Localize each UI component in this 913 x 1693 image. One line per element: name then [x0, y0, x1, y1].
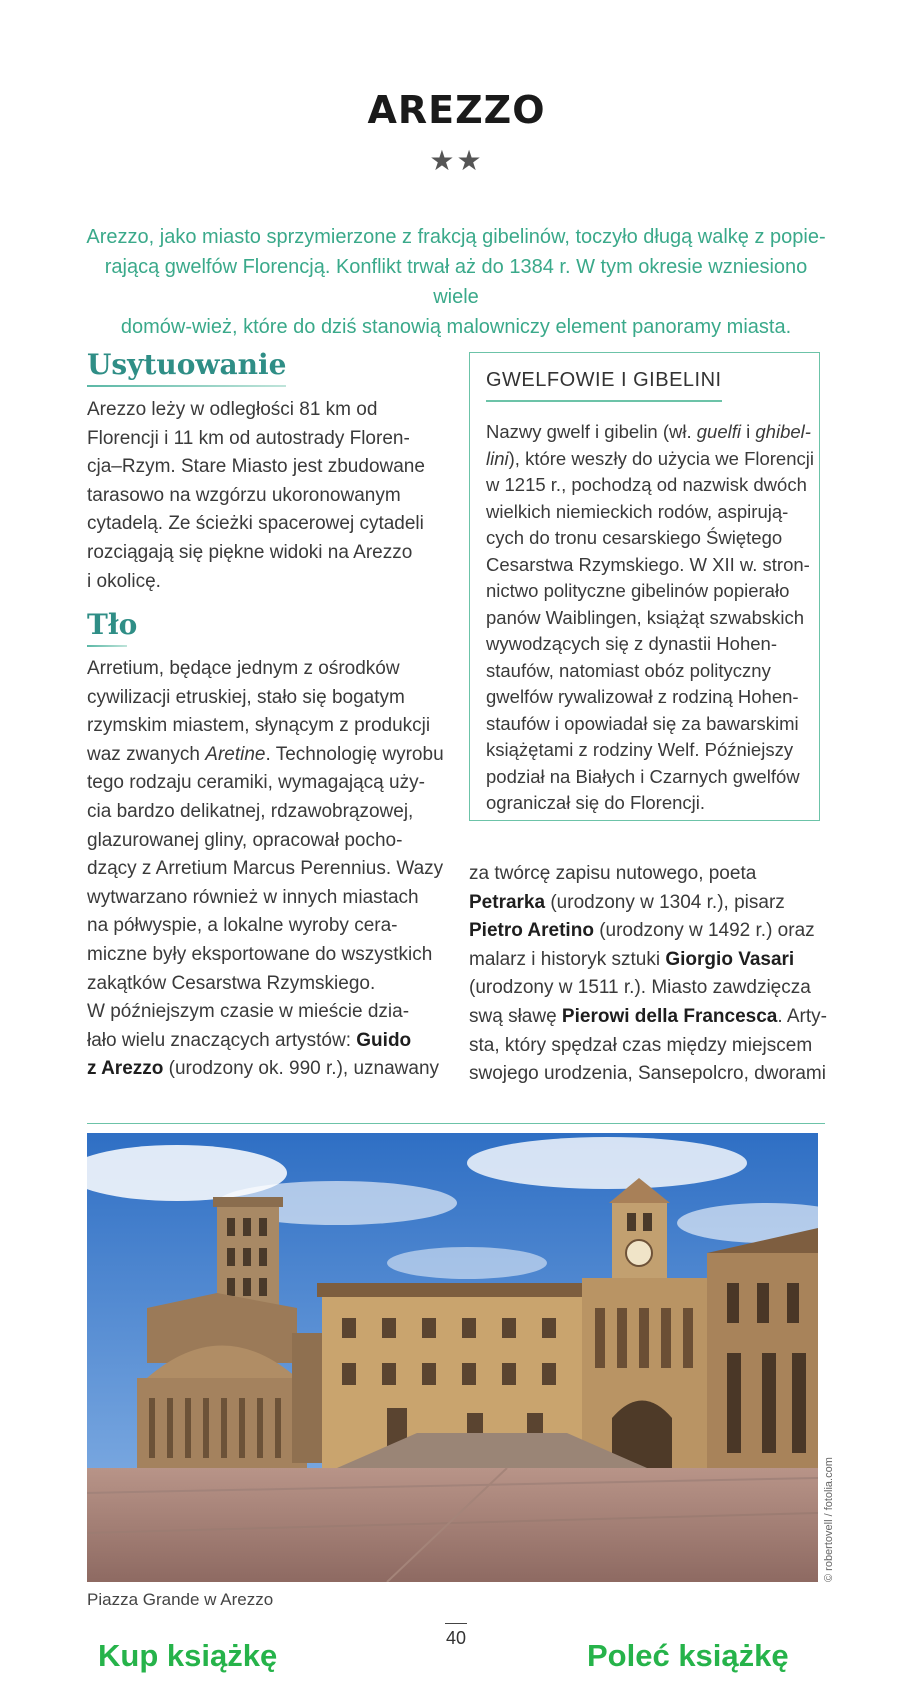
text-run: (urodzony w 1492 r.) oraz	[593, 920, 815, 942]
text-line: miczne były eksportowane do wszystkich	[87, 943, 433, 965]
tlo-text	[87, 655, 444, 1084]
sidebar-title-rule	[486, 400, 722, 402]
photo-credit: © robertovell / fotolia.com	[823, 1457, 835, 1582]
page-number-rule	[445, 1623, 467, 1624]
intro-paragraph	[86, 222, 826, 342]
text-line: tego rodzaju ceramiki, wymagającą uży-	[87, 772, 425, 794]
text-line: wytwarzano również w innych miastach	[87, 886, 419, 908]
text-line: tarasowo na wzgórzu ukoronowanym	[87, 484, 401, 506]
text-line: ograniczał się do Florencji.	[486, 792, 706, 813]
text-line	[87, 741, 444, 770]
text-line: dzący z Arretium Marcus Perennius. Wazy	[87, 858, 444, 880]
page-title: AREZZO	[367, 88, 546, 132]
heading-underline	[87, 385, 286, 387]
text-line: cja–Rzym. Stare Miasto jest zbudowane	[87, 456, 425, 478]
continuation-text	[469, 860, 829, 1089]
text-line	[469, 946, 829, 975]
text-line: wielkich niemieckich rodów, aspirują-	[486, 500, 789, 522]
text-line	[469, 917, 829, 946]
text-line	[486, 446, 814, 473]
text-line	[469, 1003, 829, 1032]
text-run: . Technologię wyrobu	[265, 743, 444, 765]
piazza-grande-photo	[87, 1133, 818, 1582]
photo-top-rule	[87, 1123, 825, 1124]
text-run: (urodzony w 1304 r.), pisarz	[545, 891, 785, 913]
heading-tlo	[87, 608, 137, 647]
text-line: cywilizacji etruskiej, stało się bogatym	[87, 686, 405, 708]
text-line: Arretium, będące jednym z ośrodków	[87, 658, 400, 679]
text-line: wywodzących się z dynastii Hohen-	[486, 633, 777, 654]
italic-term: Aretine	[205, 743, 266, 765]
text-line: zakątków Cesarstwa Rzymskiego.	[87, 972, 376, 994]
text-line: staufów, natomiast obóz polityczny	[486, 659, 771, 681]
page-number: 40	[445, 1628, 467, 1648]
text-line: podział na Białych i Czarnych gwelfów	[486, 765, 800, 787]
text-run: Nazwy gwelf i gibelin (wł.	[486, 421, 697, 442]
recommend-book-link[interactable]: Poleć książkę	[587, 1638, 789, 1673]
sidebar-box	[469, 352, 820, 821]
italic-term: ghibel-	[755, 421, 811, 442]
usytuowanie-text	[87, 396, 427, 596]
text-run: . Arty-	[777, 1005, 827, 1027]
bold-name: Guido	[356, 1029, 412, 1051]
text-line	[469, 889, 829, 918]
text-line: W późniejszym czasie w mieście dzia-	[87, 1001, 410, 1023]
text-line: Cesarstwa Rzymskiego. W XII w. stron-	[486, 553, 810, 575]
text-line: i okolicę.	[87, 570, 161, 592]
text-run: waz zwanych	[87, 743, 206, 765]
text-line: książętami z rodziny Welf. Późniejszy	[486, 739, 794, 760]
italic-term: lini	[486, 447, 509, 469]
text-run: malarz i historyk sztuki	[469, 948, 666, 970]
text-line: w 1215 r., pochodzą od nazwisk dwóch	[486, 474, 807, 495]
text-line	[486, 419, 811, 446]
text-line: na półwyspie, a lokalne wyroby cera-	[87, 915, 398, 937]
text-line: sta, który spędzał czas między miejscem	[469, 1034, 813, 1056]
text-line: nictwo polityczne gibelinów popierało	[486, 580, 790, 601]
italic-term: guelfi	[696, 421, 741, 442]
text-line: cych do tronu cesarskiego Świętego	[486, 527, 783, 548]
photo-caption: Piazza Grande w Arezzo	[87, 1590, 274, 1609]
text-line	[87, 1027, 427, 1056]
sidebar-title: GWELFOWIE I GIBELINI	[486, 369, 722, 391]
intro-line: domów-wież, które do dziś stanowią malowniczy element panoramy miasta.	[120, 316, 792, 338]
bold-name: Pierowi della Francesca	[561, 1005, 778, 1027]
text-line: panów Waiblingen, książąt szwabskich	[486, 606, 805, 628]
heading-text: Tło	[87, 608, 138, 641]
text-run: ), które weszły do użycia we Florencji	[508, 447, 814, 469]
text-line: glazurowanej gliny, opracował pocho-	[87, 829, 403, 851]
text-line: za twórcę zapisu nutowego, poeta	[469, 863, 757, 884]
text-line: Florencji i 11 km od autostrady Floren-	[87, 427, 410, 449]
bold-name: Pietro Aretino	[469, 920, 594, 942]
text-line: rzymskim miastem, słynącym z produkcji	[87, 715, 431, 737]
text-line: rozciągają się piękne widoki na Arezzo	[87, 541, 413, 563]
text-run: i	[741, 421, 756, 442]
buy-book-link[interactable]: Kup książkę	[98, 1638, 278, 1673]
intro-line: Arezzo, jako miasto sprzymierzone z frakcją gibelinów, toczyło długą walkę z popie-	[86, 226, 826, 248]
text-line: (urodzony w 1511 r.). Miasto zawdzięcza	[469, 977, 811, 999]
sidebar-text	[486, 419, 814, 817]
bold-name: Giorgio Vasari	[665, 948, 795, 970]
heading-text: Usytuowanie	[87, 348, 287, 381]
text-line: swojego urodzenia, Sansepolcro, dworami	[469, 1063, 826, 1085]
text-line: cia bardzo delikatnej, rdzawobrązowej,	[87, 800, 414, 822]
heading-usytuowanie	[87, 348, 286, 387]
bold-name: Petrarka	[469, 891, 546, 913]
text-line: staufów i opowiadał się za bawarskimi	[486, 712, 799, 734]
text-run: łało wielu znaczących artystów:	[87, 1029, 357, 1051]
rating-stars: ★★	[429, 145, 484, 176]
text-run: swą sławę	[469, 1005, 562, 1027]
text-line: Arezzo leży w odległości 81 km od	[87, 399, 378, 420]
text-line: cytadelą. Ze ścieżki spacerowej cytadeli	[87, 513, 424, 535]
intro-line: rającą gwelfów Florencją. Konflikt trwał aż do 1384 r. W tym okresie wzniesiono wiele	[104, 256, 808, 308]
bold-name: z Arezzo	[87, 1058, 164, 1080]
text-line: gwelfów rywalizował z rodziną Hohen-	[486, 686, 799, 707]
heading-underline	[87, 645, 127, 647]
text-run: (urodzony ok. 990 r.), uznawany	[163, 1058, 440, 1080]
text-line	[87, 1055, 440, 1084]
